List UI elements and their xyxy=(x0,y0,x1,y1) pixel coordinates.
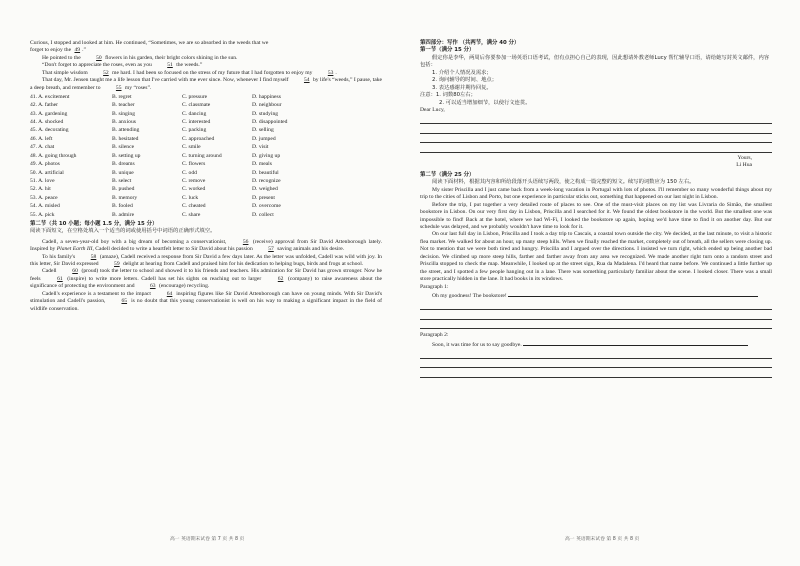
option-cell: 50. A. artificial xyxy=(30,169,64,176)
option-cell: C. odd xyxy=(182,169,197,176)
task-point: 3. 表达感谢并期待回复。 xyxy=(432,84,492,91)
section-heading: 第一节（满分 15 分） xyxy=(420,47,475,54)
option-cell: D. overcome xyxy=(252,203,281,210)
writing-line[interactable] xyxy=(420,115,772,125)
option-cell: D. recognize xyxy=(252,178,281,185)
grammar-paragraph xyxy=(30,268,382,290)
salutation: Dear Lucy, xyxy=(420,107,445,114)
title-italic: Planet Earth III xyxy=(56,246,93,253)
text: Curious, I stopped and looked at him. He continued, “Sometimes, we are so absorbed in the weeds that we xyxy=(30,40,269,46)
text: He pointed to the xyxy=(42,54,81,61)
text: forget to enjoy the xyxy=(30,47,72,54)
option-cell: D. giving up xyxy=(252,152,281,159)
blank-50: 50 xyxy=(96,54,102,61)
note: 2. 可以适当增加细节，以使行文连贯。 xyxy=(439,99,531,106)
option-cell: B. select xyxy=(112,178,132,185)
option-cell: D. selling xyxy=(252,127,274,134)
text: (proud) took the letter to school and showed it to his friends and teachers. His admiration for Sir David has grown stronger. Now he feels xyxy=(30,268,382,282)
text: (encourage) recycling. xyxy=(158,283,210,290)
reading-paragraph: My sister Priscilla and I just came back from a week-long vacation in Portugal with lots of photos. I'll remember so many wonderful things about my trip to the cities of Lisbon and Porto, but one experience in particular sticks out, something that happened on our last night in Lisbon. xyxy=(420,186,772,201)
text: .” xyxy=(82,47,86,54)
option-row xyxy=(30,118,332,126)
option-row xyxy=(30,203,332,211)
option-cell: B. anxious xyxy=(112,118,136,125)
option-cell: D. neighbour xyxy=(252,102,282,109)
text: , Cadell decided to write a heartfelt letter to Sir David about his passion xyxy=(92,246,253,253)
option-cell: B. singing xyxy=(112,110,136,117)
option-cell: C. remove xyxy=(182,178,206,185)
option-row xyxy=(30,127,332,135)
option-cell: C. approached xyxy=(182,135,215,142)
text: Cadell, a seven-year-old boy with a big dream of becoming a conservationist, xyxy=(42,238,227,245)
blank-63: 63 xyxy=(149,283,156,290)
text: (company) to raise awareness about the significance of protecting the environment and xyxy=(30,275,383,290)
text: Cadell's experience is a testament to the impact xyxy=(42,290,151,297)
text: me hard. I had been so focused on the stress of my future that I had forgotten xyxy=(112,69,285,76)
writing-line[interactable] xyxy=(523,340,748,346)
writing-line[interactable] xyxy=(420,301,772,311)
blank-60: 60 xyxy=(72,268,78,275)
blank-65: 65 xyxy=(121,298,128,305)
option-cell: C. dancing xyxy=(182,110,207,117)
paragraph-start xyxy=(420,291,772,300)
note-label: 注意： xyxy=(420,92,436,99)
writing-line[interactable] xyxy=(420,368,772,378)
option-cell: D. disappointed xyxy=(252,118,288,125)
option-cell: 45. A. decorating xyxy=(30,127,69,134)
text: delight at hearing from Cadell and praised him for his dedication to helping bugs, birds and frogs at school. xyxy=(123,261,364,267)
section-instruction: 阅读下面短文，在空格处填入一个适当的词或使用括号中词语的正确形式填空。 xyxy=(30,228,216,235)
option-cell: 44. A. shocked xyxy=(30,118,64,125)
page-footer-left: 高一 英语期末试卷 第 7 页 共 8 页 xyxy=(170,537,245,542)
grammar-paragraph xyxy=(30,254,382,269)
reading-paragraph: On our last full day in Lisbon, Priscilla and I took a day trip to Cascais, a coastal town outside the city. We decided, at the last minute, to visit a historic flea market. We walked for about an hour, up many steep hills. When we finally reached the market, completely out of breath, all the sellers were closing up. Not to mention that we were both tired and hungry. Priscilla and I argued over the directions. I insisted we turn right, which ended up being another bad decision. We climbed up more steep hills, farther and farther away from any area we recognized. We made another right turn onto a random street and Priscilla stopped to check the map. Meanwhile, I looked up at the street sign, Rua da Madalena. I'd heard that name before. We continued a little further up the street, and I spotted a few people hanging out in a lane. There was something particularly familiar about the scene. I looked closer. There was a small store practically hidden in the lane. It had books in its windows. xyxy=(420,231,772,283)
text: inspiring figures like Sir David Attenborough can have on young minds. With Sir David's stimulation and Cadell's passion, xyxy=(30,290,383,305)
blank-53: 53 xyxy=(327,69,334,76)
option-cell: C. pressure xyxy=(182,93,208,100)
option-cell: B. pushed xyxy=(112,186,135,193)
text: my “roses”. xyxy=(124,84,152,91)
page-footer-right: 高一 英语期末试卷 第 8 页 共 8 页 xyxy=(565,537,640,542)
text: Soon, it was time for us to say goodbye. xyxy=(432,341,522,348)
text: myself xyxy=(273,77,289,84)
option-cell: D. happiness xyxy=(252,93,281,100)
option-cell: D. jumped xyxy=(252,135,276,142)
writing-line[interactable] xyxy=(508,291,758,297)
blank-58: 58 xyxy=(90,253,97,260)
note-item: 1. 词数80左右； xyxy=(435,92,476,99)
blank-61: 61 xyxy=(57,275,63,282)
options-table xyxy=(30,93,332,220)
option-cell: D. beautiful xyxy=(252,169,279,176)
text: (receive) approval from Sir David Attenborough lately. Inspired by xyxy=(30,238,382,253)
option-cell: C. flowers xyxy=(182,161,206,168)
passage-line xyxy=(30,47,382,54)
text: by life's “weeds,” I pause, take a deep breath, and remember to xyxy=(30,77,383,91)
option-cell: D. present xyxy=(252,194,275,201)
right-page xyxy=(420,40,772,378)
text: That simple wisdom xyxy=(42,69,88,76)
paragraph-label: Paragraph 2: xyxy=(420,332,449,339)
writing-line[interactable] xyxy=(420,124,772,134)
blank-49: 49 xyxy=(74,47,81,54)
section-heading: 第二节（满分 25 分） xyxy=(420,171,475,178)
option-cell: C. smile xyxy=(182,144,201,151)
task-point: 2. 询问辅导的时间、地点； xyxy=(432,77,498,84)
option-row xyxy=(30,211,332,219)
option-cell: C. packing xyxy=(182,127,207,134)
option-row xyxy=(30,144,332,152)
paragraph-label: Paragraph 1: xyxy=(420,283,449,290)
option-cell: D. collect xyxy=(252,211,274,218)
option-row xyxy=(30,186,332,194)
option-cell: 43. A. gardening xyxy=(30,110,68,117)
writing-line[interactable] xyxy=(420,310,772,320)
blank-51: 51 xyxy=(167,62,173,69)
option-cell: 52. A. hit xyxy=(30,186,51,193)
section-instruction: 阅读下面材料，根据其内容和所给段落开头语续写两段，使之构成一篇完整的短文。续写的词数应为 150 左右。 xyxy=(432,179,695,186)
paragraph-start xyxy=(420,340,772,349)
option-cell: C. worked xyxy=(182,186,206,193)
option-cell: C. turning around xyxy=(182,152,222,159)
option-cell: D. studying xyxy=(252,110,279,117)
signature: Li Hua xyxy=(736,162,752,169)
passage-line xyxy=(30,77,382,92)
passage-line xyxy=(30,62,382,69)
writing-line[interactable] xyxy=(420,134,772,144)
blank-57: 57 xyxy=(268,246,274,253)
option-row xyxy=(30,110,332,118)
option-cell: C. share xyxy=(182,211,201,218)
option-cell: C. interested xyxy=(182,118,211,125)
blank-52: 52 xyxy=(103,69,109,76)
section-heading: 第二节（共 10 小题；每小题 1.5 分，满分 15 分） xyxy=(30,220,158,227)
task-point: 1. 介绍个人情况及需求； xyxy=(432,69,492,76)
writing-line[interactable] xyxy=(420,349,772,359)
text: saving animals and his desire. xyxy=(277,246,345,253)
task-intro: 假定你是李华，两周后你要参加一场英语口语考试，但有点担心自己的表现，因此想请外教老师Lucy 帮忙辅导口语，请给她写封英文邮件，内容包括： xyxy=(420,54,770,69)
text: (inspire) to write more letters. Cadell has set his sights on reaching out to larger xyxy=(67,275,262,282)
option-row xyxy=(30,169,332,177)
text: is no doubt that this young conservationist is well on his way to making a significant impact in the field of wildlife conservation. xyxy=(30,298,382,312)
option-cell: 47. A. chat xyxy=(30,144,55,151)
option-cell: 49. A. photos xyxy=(30,161,60,168)
option-cell: C. luck xyxy=(182,194,199,201)
text: To his family's xyxy=(42,253,76,260)
option-cell: 51. A. love xyxy=(30,178,55,185)
blank-64: 64 xyxy=(166,290,173,297)
left-page xyxy=(30,40,382,313)
text: “Don't forget to appreciate the roses, even as you xyxy=(42,62,152,69)
grammar-paragraph xyxy=(30,239,382,254)
option-cell: B. regret xyxy=(112,93,132,100)
option-cell: D. meals xyxy=(252,161,272,168)
blank-54: 54 xyxy=(303,77,310,84)
option-cell: D. weighed xyxy=(252,186,278,193)
option-row xyxy=(30,194,332,202)
option-cell: C. cheated xyxy=(182,203,206,210)
option-row xyxy=(30,135,332,143)
text: Oh my goodness! The bookstore! xyxy=(432,293,507,300)
grammar-paragraph xyxy=(30,291,382,313)
option-cell: 46. A. left xyxy=(30,135,53,142)
text: the weeds.” xyxy=(176,62,203,69)
option-cell: B. setting up xyxy=(112,152,141,159)
blank-55: 55 xyxy=(115,84,122,91)
blank-56: 56 xyxy=(242,238,249,245)
writing-line[interactable] xyxy=(420,143,772,153)
option-row xyxy=(30,178,332,186)
option-cell: C. classmate xyxy=(182,102,211,109)
option-cell: D. visit xyxy=(252,144,269,151)
closing: Yours, xyxy=(737,154,752,161)
option-cell: B. hesitated xyxy=(112,135,139,142)
option-cell: B. memory xyxy=(112,194,138,201)
option-cell: B. admire xyxy=(112,211,135,218)
writing-line[interactable] xyxy=(420,320,772,330)
text: Cadell xyxy=(42,268,57,275)
blank-59: 59 xyxy=(114,261,120,267)
option-cell: 48. A. going through xyxy=(30,152,77,159)
option-cell: B. attending xyxy=(112,127,140,134)
option-cell: B. fooled xyxy=(112,203,133,210)
option-cell: 54. A. misled xyxy=(30,203,60,210)
option-cell: 53. A. peace xyxy=(30,194,58,201)
option-row xyxy=(30,102,332,110)
option-cell: 42. A. father xyxy=(30,102,58,109)
option-row xyxy=(30,93,332,101)
text: . xyxy=(335,69,337,76)
option-cell: B. dreams xyxy=(112,161,135,168)
option-cell: B. teacher xyxy=(112,102,135,109)
option-cell: B. silence xyxy=(112,144,135,151)
option-row xyxy=(30,161,332,169)
option-cell: 41. A. excitement xyxy=(30,93,70,100)
part-heading: 第四部分：写作 （共两节，满分 40 分） xyxy=(420,40,520,46)
option-row xyxy=(30,152,332,160)
text: flowers in his garden, their bright colors shining in the sun. xyxy=(105,54,238,61)
note xyxy=(420,92,772,99)
blank-62: 62 xyxy=(277,275,284,282)
writing-line[interactable] xyxy=(420,359,772,369)
option-cell: 55. A. pick xyxy=(30,211,55,218)
option-cell: B. unique xyxy=(112,169,134,176)
text: (amaze), Cadell received a response from Sir David a few days later. As the letter was unfolded, Cadell was wild with joy. In this letter, Sir David expressed xyxy=(30,253,382,267)
text: to enjoy my xyxy=(285,69,313,76)
text: That day, Mr. Jensen taught me a life lesson that I've carried with me ever since. Now, whenever I find xyxy=(42,77,272,84)
reading-paragraph: Before the trip, I put together a very detailed route of places to see. One of the must-visit places on my list was Livraria do Simão, the smallest bookstore in Lisbon. On our very first day in Lisbon, Priscilla and I searched for it. We found the oldest bookstore in the world. But the smallest one was impossible to find! Back at the hotel, where we had Wi-Fi, I looked the bookstore up again, hoping we'd have time to find it on another day. But our schedule was delayed, and we probably wouldn't have time to look for it. xyxy=(420,201,772,230)
